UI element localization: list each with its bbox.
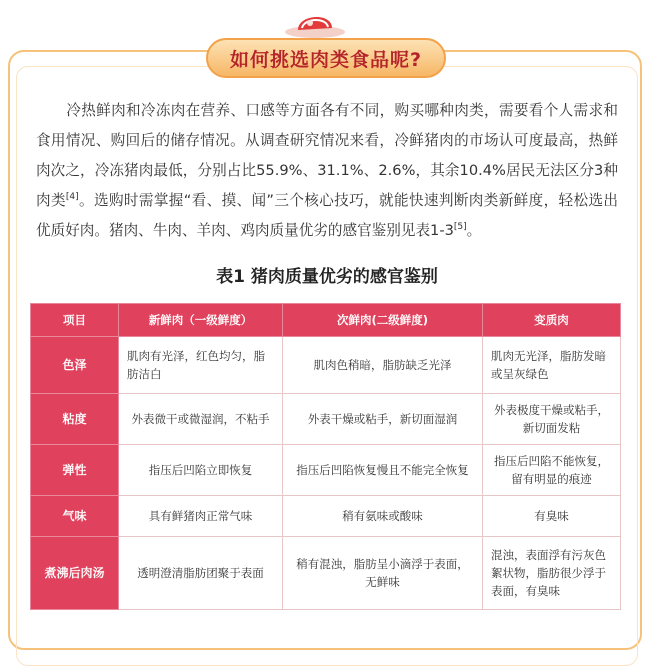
header-spoiled: 变质肉 bbox=[483, 304, 621, 337]
table-row bbox=[31, 445, 621, 496]
row-label: 粘度 bbox=[31, 394, 119, 445]
table-title: 表1 猪肉质量优劣的感官鉴别 bbox=[216, 267, 438, 287]
table-row bbox=[31, 337, 621, 394]
header-item: 项目 bbox=[31, 304, 119, 337]
header-fresh: 新鲜肉（一级鲜度） bbox=[119, 304, 283, 337]
cell-spoiled: 指压后凹陷不能恢复，留有明显的痕迹 bbox=[483, 445, 621, 496]
intro-text-1: 冷热鲜肉和冷冻肉在营养、口感等方面各有不同，购买哪种肉类，需要看个人需求和食用情况、购回后的储存情况。从调查研究情况来看，冷鲜猪肉的市场认可度最高，热鲜肉次之，冷冻猪肉最低，分别占比55.9%、31.1%、2.6%，其余10.4%居民无法区分3种肉类 bbox=[36, 102, 618, 209]
cell-second: 肌肉色稍暗，脂肪缺乏光泽 bbox=[283, 337, 483, 394]
cell-second: 外表干燥或粘手，新切面湿润 bbox=[283, 394, 483, 445]
cell-second: 稍有混浊，脂肪呈小滴浮于表面，无鲜味 bbox=[283, 537, 483, 610]
intro-text-2: 。选购时需掌握“看、摸、闻”三个核心技巧，就能快速判断肉类新鲜度，轻松选出优质好肉。猪肉、牛肉、羊肉、鸡肉质量优劣的感官鉴别见表1-3 bbox=[36, 192, 618, 239]
cell-fresh: 指压后凹陷立即恢复 bbox=[119, 445, 283, 496]
meat-plate-icon bbox=[280, 8, 350, 38]
row-label: 气味 bbox=[31, 496, 119, 537]
row-label: 弹性 bbox=[31, 445, 119, 496]
cell-spoiled: 肌肉无光泽，脂肪发暗或呈灰绿色 bbox=[483, 337, 621, 394]
intro-text-3: 。 bbox=[466, 222, 482, 239]
cell-spoiled: 混浊，表面浮有污灰色絮状物，脂肪很少浮于表面，有臭味 bbox=[483, 537, 621, 610]
table-row bbox=[31, 394, 621, 445]
section-title-pill bbox=[206, 38, 446, 78]
pork-quality-table bbox=[30, 303, 621, 610]
cell-second: 指压后凹陷恢复慢且不能完全恢复 bbox=[283, 445, 483, 496]
cell-fresh: 肌肉有光泽，红色均匀，脂肪洁白 bbox=[119, 337, 283, 394]
cell-fresh: 透明澄清脂肪团聚于表面 bbox=[119, 537, 283, 610]
cell-second: 稍有氨味或酸味 bbox=[283, 496, 483, 537]
cell-fresh: 具有鲜猪肉正常气味 bbox=[119, 496, 283, 537]
reference-4[interactable]: [4] bbox=[65, 192, 79, 203]
table-row bbox=[31, 496, 621, 537]
row-label: 煮沸后肉汤 bbox=[31, 537, 119, 610]
cell-spoiled: 外表极度干燥或粘手，新切面发粘 bbox=[483, 394, 621, 445]
table-row bbox=[31, 537, 621, 610]
cell-spoiled: 有臭味 bbox=[483, 496, 621, 537]
row-label: 色泽 bbox=[31, 337, 119, 394]
cell-fresh: 外表微干或微湿润，不粘手 bbox=[119, 394, 283, 445]
reference-5[interactable]: [5] bbox=[453, 222, 467, 233]
intro-paragraph bbox=[36, 96, 618, 246]
section-title: 如何挑选肉类食品呢? bbox=[229, 48, 423, 71]
header-second: 次鲜肉(二级鲜度) bbox=[283, 304, 483, 337]
table-header-row bbox=[31, 304, 621, 337]
